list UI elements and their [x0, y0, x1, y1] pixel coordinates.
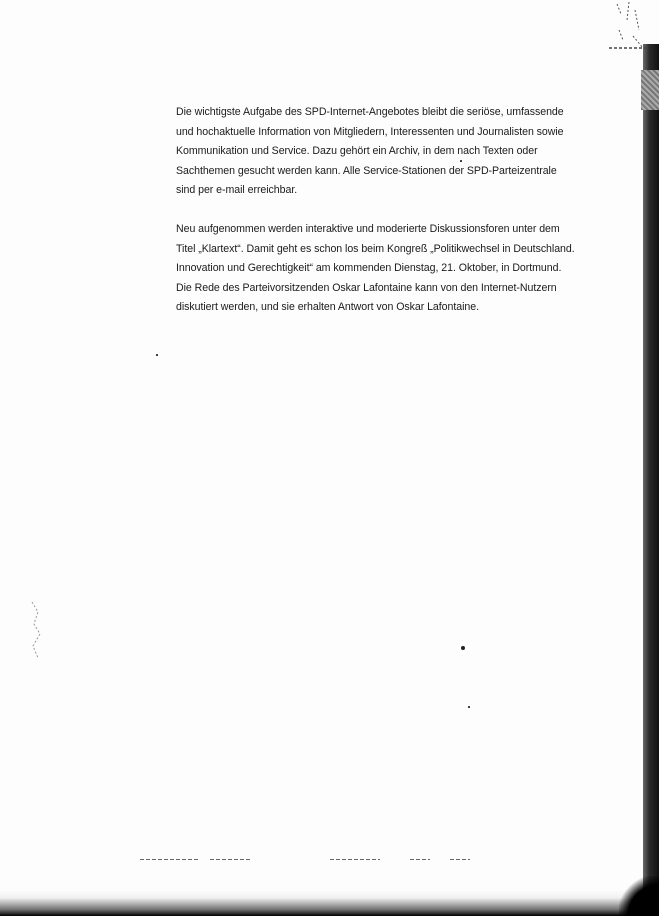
- text-line: Die wichtigste Aufgabe des SPD-Internet-Angebotes bleibt die seriöse, umfassende: [176, 106, 564, 118]
- text-line: Innovation und Gerechtigkeit“ am kommenden Dienstag, 21. Oktober, in Dortmund.: [176, 262, 562, 275]
- text-line: diskutiert werden, und sie erhalten Antwort von Oskar Lafontaine.: [176, 301, 479, 314]
- body-text: [176, 103, 596, 318]
- scan-noise-top-right: [609, 0, 649, 52]
- text-line: und hochaktuelle Information von Mitgliedern, Interessenten und Journalisten sowie: [176, 125, 564, 138]
- paragraph: [176, 103, 596, 201]
- text-line: Die Rede des Parteivorsitzenden Oskar Lafontaine kann von den Internet-Nutzern: [176, 281, 557, 294]
- scan-speck: [468, 706, 470, 708]
- scan-shadow-bottom: [0, 890, 659, 916]
- scan-noise-bottom-dashes: [140, 858, 480, 861]
- scan-shadow-right: [643, 44, 659, 916]
- scan-speck: [156, 354, 158, 356]
- text-line: Titel „Klartext“. Damit geht es schon los beim Kongreß „Politikwechsel in Deutschland.: [176, 242, 575, 255]
- text-line: Neu aufgenommen werden interaktive und moderierte Diskussionsforen unter dem: [176, 222, 560, 235]
- scan-noise-right-tab: [641, 70, 659, 110]
- scan-shadow-corner: [619, 876, 659, 916]
- text-line: Sachthemen gesucht werden kann. Alle Service-Stationen der SPD-Parteizentrale: [176, 164, 557, 177]
- scan-noise-left: [28, 600, 46, 660]
- scan-speck: [461, 646, 465, 650]
- text-line: Kommunikation und Service. Dazu gehört ein Archiv, in dem nach Texten oder: [176, 145, 538, 158]
- paragraph: [176, 220, 596, 318]
- text-line: sind per e-mail erreichbar.: [176, 184, 298, 197]
